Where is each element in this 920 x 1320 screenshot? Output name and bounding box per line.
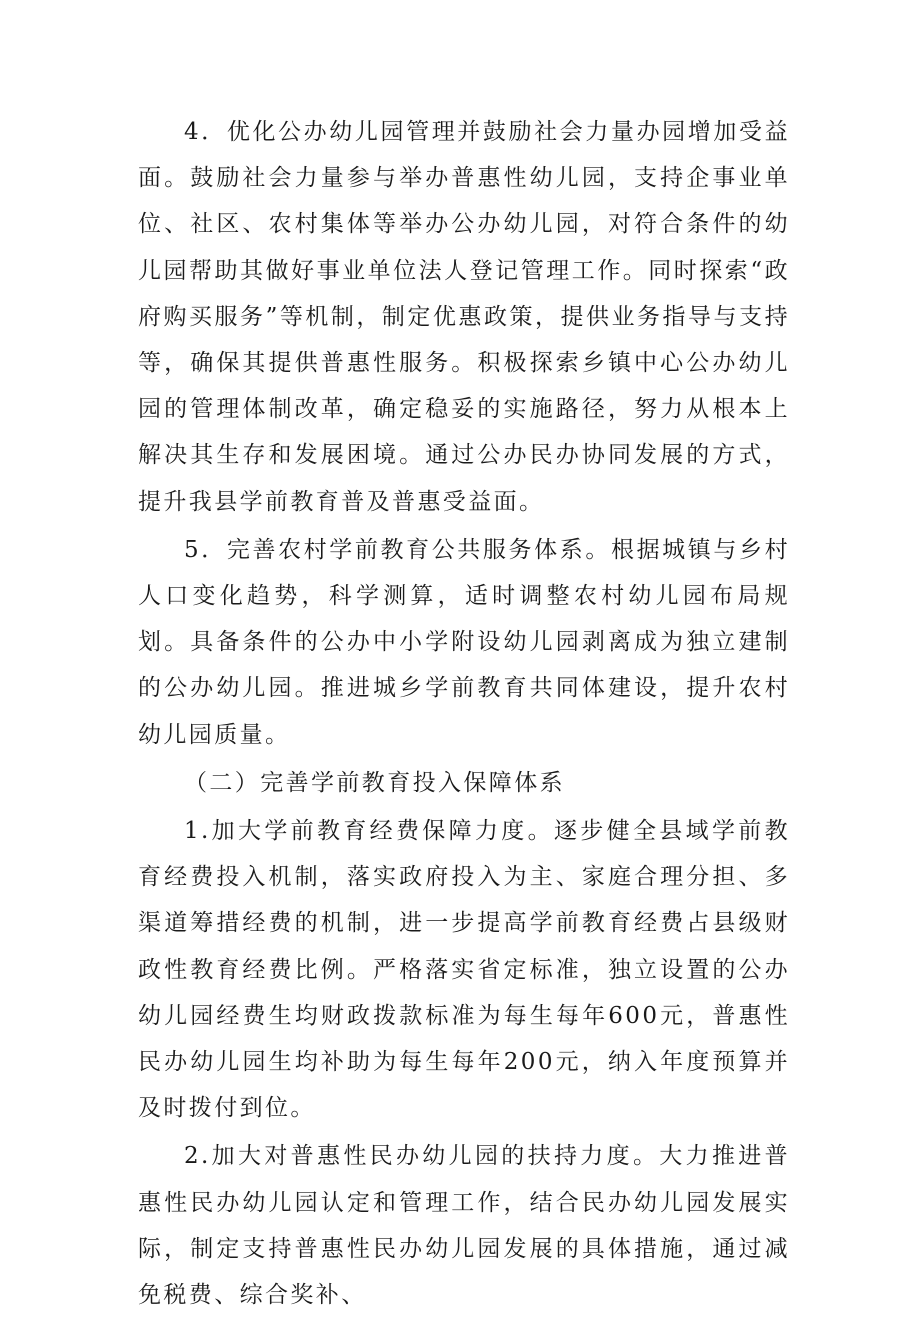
paragraph-item-5: 5．完善农村学前教育公共服务体系。根据城镇与乡村人口变化趋势，科学测算，适时调整农村幼儿园布局规划。具备条件的公办中小学附设幼儿园剥离成为独立建制的公办幼儿园。推进城乡学前教育共同体建设，提升农村幼儿园质量。	[138, 536, 790, 748]
paragraph-item-1: 1.加大学前教育经费保障力度。逐步健全县域学前教育经费投入机制，落实政府投入为主、家庭合理分担、多渠道筹措经费的机制，进一步提高学前教育经费占县级财政性教育经费比例。严格落实省定标准，独立设置的公办幼儿园经费生均财政拨款标准为每生每年600元，普惠性民办幼儿园生均补助为每生每年200元，纳入年度预算并及时拨付到位。	[138, 818, 790, 1122]
paragraph-item-2: 2.加大对普惠性民办幼儿园的扶持力度。大力推进普惠性民办幼儿园认定和管理工作，结合民办幼儿园发展实际，制定支持普惠性民办幼儿园发展的具体措施，通过减免税费、综合奖补、	[138, 1143, 790, 1309]
paragraph-item-4: 4．优化公办幼儿园管理并鼓励社会力量办园增加受益面。鼓励社会力量参与举办普惠性幼儿园，支持企事业单位、社区、农村集体等举办公办幼儿园，对符合条件的幼儿园帮助其做好事业单位法人登记管理工作。同时探索“政府购买服务”等机制，制定优惠政策，提供业务指导与支持等，确保其提供普惠性服务。积极探索乡镇中心公办幼儿园的管理体制改革，确定稳妥的实施路径，努力从根本上解决其生存和发展困境。通过公办民办协同发展的方式，提升我县学前教育普及普惠受益面。	[138, 119, 790, 515]
document-body	[138, 109, 790, 1320]
section-heading: （二）完善学前教育投入保障体系	[184, 769, 565, 796]
